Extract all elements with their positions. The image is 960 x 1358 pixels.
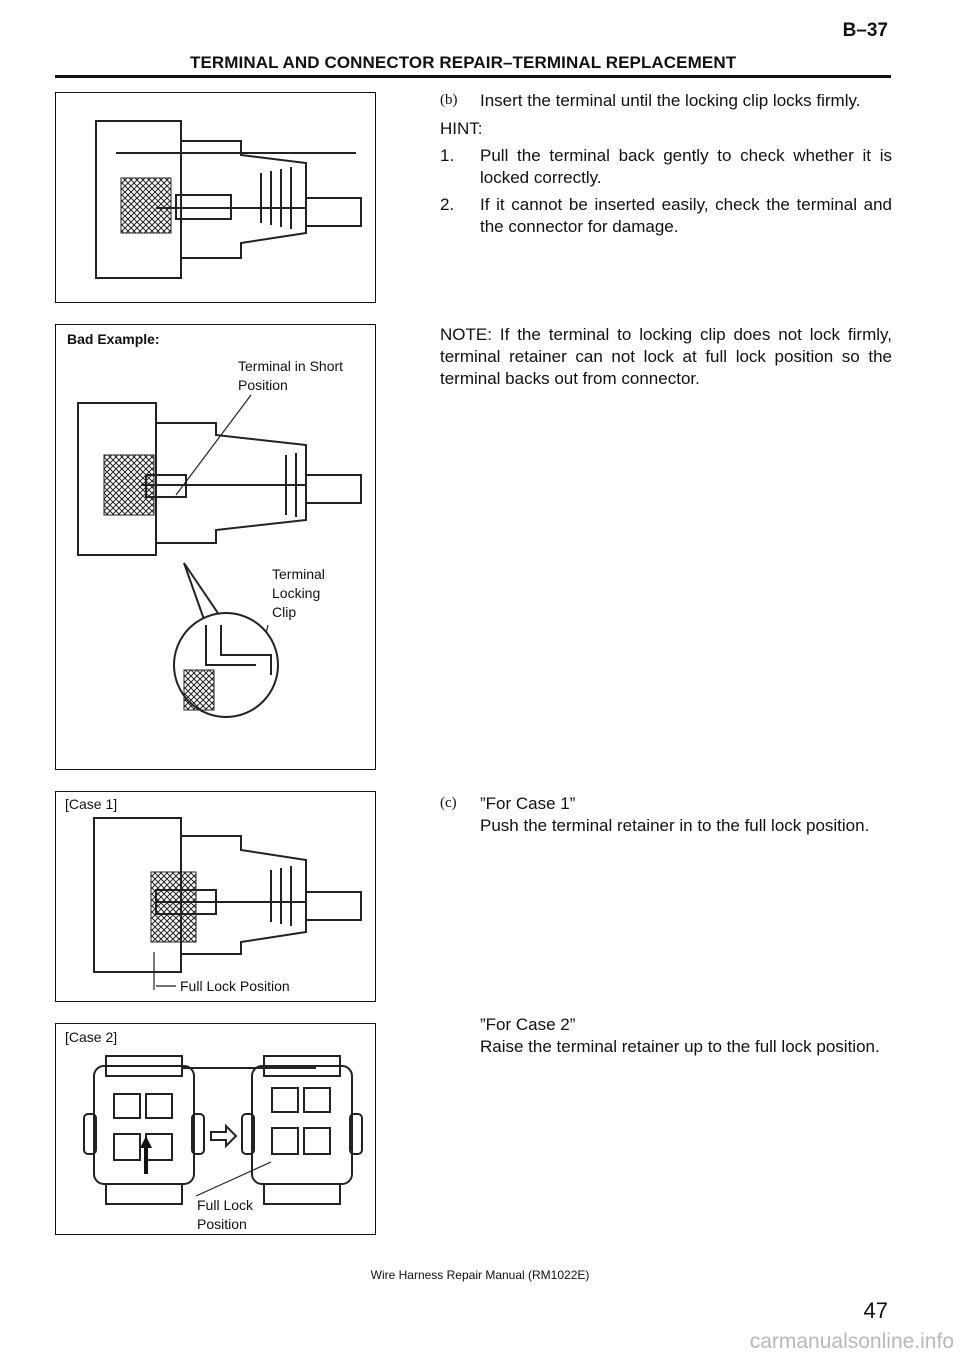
case1-instruction: Push the terminal retainer in to the full lock position.	[480, 816, 870, 835]
callout-full-lock-position-2: Full Lock Position	[197, 1197, 254, 1232]
step-c-marker: (c)	[440, 795, 457, 811]
figure-case-1	[55, 791, 376, 1002]
case2-heading: ”For Case 2”	[480, 1015, 576, 1034]
hint-label: HINT:	[440, 119, 483, 138]
page-title: TERMINAL AND CONNECTOR REPAIR–TERMINAL REPLACEMENT	[190, 53, 737, 72]
hint-1-number: 1.	[440, 146, 455, 165]
callout-full-lock-position: Full Lock Position	[180, 978, 290, 994]
step-b-text: Insert the terminal until the locking clip locks firmly.	[480, 91, 861, 110]
page-number: 47	[863, 1298, 888, 1323]
watermark: carmanualsonline.info	[749, 1330, 954, 1353]
manual-title: Wire Harness Repair Manual (RM1022E)	[370, 1268, 590, 1282]
step-b-marker: (b)	[440, 92, 458, 108]
hint-2-text: If it cannot be inserted easily, check the terminal and the connector for damage.	[480, 195, 892, 236]
bad-example-title: Bad Example:	[67, 331, 160, 347]
figure-terminal-insert	[55, 92, 376, 303]
connector-case1-illustration	[56, 792, 377, 1003]
connector-illustration	[56, 93, 377, 304]
header-divider	[55, 75, 891, 78]
figure-bad-example	[55, 324, 376, 770]
hint-1-text: Pull the terminal back gently to check whether it is locked correctly.	[480, 146, 892, 187]
case1-label: [Case 1]	[65, 796, 118, 812]
note-block: NOTE: If the terminal to locking clip does not lock firmly, terminal retainer can not lock at full lock position so the terminal backs out from connector.	[440, 325, 892, 388]
case2-instruction: Raise the terminal retainer up to the full lock position.	[480, 1037, 880, 1056]
callout-terminal-locking-clip: Terminal Locking Clip	[272, 566, 325, 620]
case2-label: [Case 2]	[65, 1029, 118, 1045]
callout-terminal-short-position: Terminal in Short Position	[238, 358, 344, 393]
case1-heading: ”For Case 1”	[480, 794, 576, 813]
hint-2-number: 2.	[440, 195, 455, 214]
figure-case-2	[55, 1023, 376, 1235]
page-code: B–37	[842, 20, 888, 41]
